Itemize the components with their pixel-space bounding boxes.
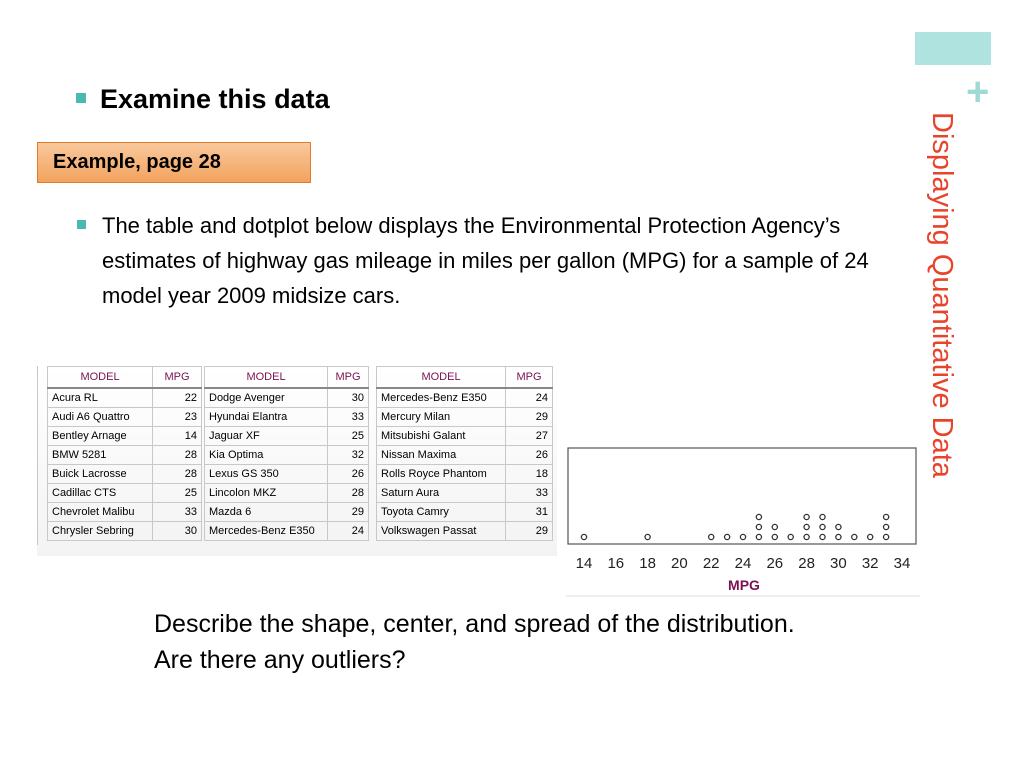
table-row — [205, 408, 369, 427]
x-tick-label: 18 — [639, 555, 656, 572]
mpg-cell: 28 — [328, 484, 369, 503]
model-cell: Dodge Avenger — [205, 388, 328, 408]
x-tick-label: 30 — [830, 555, 847, 572]
table-row — [377, 446, 553, 465]
table-row — [48, 388, 202, 408]
heading-text: Examine this data — [100, 84, 330, 114]
column-header-model: MODEL — [377, 367, 506, 389]
example-label-box — [37, 142, 311, 183]
mpg-cell: 26 — [328, 465, 369, 484]
column-header-model: MODEL — [48, 367, 153, 389]
model-cell: Mitsubishi Galant — [377, 427, 506, 446]
data-dot — [804, 524, 809, 529]
data-dot — [836, 534, 841, 539]
mpg-cell: 28 — [153, 465, 202, 484]
model-cell: Mercedes-Benz E350 — [377, 388, 506, 408]
model-cell: Lexus GS 350 — [205, 465, 328, 484]
mpg-cell: 25 — [328, 427, 369, 446]
column-header-mpg: MPG — [328, 367, 369, 389]
square-bullet-icon — [77, 220, 86, 229]
table-row — [205, 522, 369, 541]
mpg-cell: 29 — [506, 522, 553, 541]
mpg-cell: 22 — [153, 388, 202, 408]
table-row — [205, 484, 369, 503]
mpg-cell: 32 — [328, 446, 369, 465]
mpg-cell: 26 — [506, 446, 553, 465]
data-dot — [772, 524, 777, 529]
data-dot — [581, 534, 586, 539]
column-header-mpg: MPG — [153, 367, 202, 389]
data-dot — [709, 534, 714, 539]
data-dot — [820, 534, 825, 539]
table-row — [48, 408, 202, 427]
mpg-cell: 33 — [506, 484, 553, 503]
model-cell: Jaguar XF — [205, 427, 328, 446]
table-row — [48, 484, 202, 503]
table-row — [48, 465, 202, 484]
model-cell: Rolls Royce Phantom — [377, 465, 506, 484]
model-cell: Mazda 6 — [205, 503, 328, 522]
table-row — [48, 522, 202, 541]
mpg-cell: 14 — [153, 427, 202, 446]
tick-layer — [576, 555, 911, 572]
heading-bullet — [76, 84, 330, 115]
mpg-cell: 30 — [328, 388, 369, 408]
model-cell: Toyota Camry — [377, 503, 506, 522]
data-dot — [852, 534, 857, 539]
data-dot — [884, 514, 889, 519]
table-row — [377, 427, 553, 446]
model-cell: Cadillac CTS — [48, 484, 153, 503]
table-row — [377, 503, 553, 522]
data-dot — [820, 524, 825, 529]
paragraph-text: The table and dotplot below displays the Environmental Protection Agency’s estimates of highway gas mileage in miles per gallon (MPG) for a sample of 24 model year 2009 midsize cars. — [102, 213, 869, 308]
data-dot — [756, 514, 761, 519]
square-bullet-icon — [76, 93, 86, 103]
mpg-cell: 25 — [153, 484, 202, 503]
table-row — [48, 446, 202, 465]
x-tick-label: 14 — [575, 555, 593, 572]
mpg-cell: 29 — [506, 408, 553, 427]
data-dot — [788, 534, 793, 539]
data-dot — [645, 534, 650, 539]
mpg-cell: 24 — [506, 388, 553, 408]
model-cell: BMW 5281 — [48, 446, 153, 465]
model-cell: Nissan Maxima — [377, 446, 506, 465]
description-paragraph — [77, 208, 897, 313]
data-dot — [820, 514, 825, 519]
mpg-cell: 23 — [153, 408, 202, 427]
mpg-cell: 29 — [328, 503, 369, 522]
data-dot — [740, 534, 745, 539]
table-row — [205, 503, 369, 522]
data-dot — [725, 534, 730, 539]
mpg-cell: 27 — [506, 427, 553, 446]
data-dot — [772, 534, 777, 539]
accent-bar — [915, 32, 991, 65]
table-row — [205, 388, 369, 408]
x-tick-label: 32 — [861, 555, 879, 572]
model-cell: Chevrolet Malibu — [48, 503, 153, 522]
table-row — [377, 465, 553, 484]
model-cell: Bentley Arnage — [48, 427, 153, 446]
table-row — [377, 408, 553, 427]
mpg-cell: 28 — [153, 446, 202, 465]
table-left-edge — [37, 366, 47, 545]
mpg-cell: 31 — [506, 503, 553, 522]
model-cell: Volkswagen Passat — [377, 522, 506, 541]
column-header-mpg: MPG — [506, 367, 553, 389]
model-cell: Buick Lacrosse — [48, 465, 153, 484]
data-table-3 — [376, 366, 553, 541]
x-tick-label: 28 — [798, 555, 815, 572]
table-row — [205, 446, 369, 465]
x-tick-label: 16 — [607, 555, 625, 572]
model-cell: Acura RL — [48, 388, 153, 408]
data-dot — [804, 514, 809, 519]
x-axis-label: MPG — [728, 577, 760, 593]
example-label: Example, page 28 — [53, 151, 221, 173]
table-row — [205, 465, 369, 484]
model-cell: Chrysler Sebring — [48, 522, 153, 541]
model-cell: Audi A6 Quattro — [48, 408, 153, 427]
table-row — [377, 388, 553, 408]
mpg-cell: 30 — [153, 522, 202, 541]
x-tick-label: 24 — [734, 555, 752, 572]
plus-icon: + — [966, 70, 990, 114]
x-tick-label: 26 — [766, 555, 784, 572]
model-cell: Hyundai Elantra — [205, 408, 328, 427]
mpg-cell: 18 — [506, 465, 553, 484]
table-row — [48, 427, 202, 446]
data-dot — [884, 534, 889, 539]
model-cell: Mercedes-Benz E350 — [205, 522, 328, 541]
plot-frame — [568, 448, 916, 544]
mpg-dotplot — [566, 446, 920, 598]
data-dot — [836, 524, 841, 529]
data-table-2 — [204, 366, 369, 541]
model-cell: Kia Optima — [205, 446, 328, 465]
column-header-model: MODEL — [205, 367, 328, 389]
mpg-cell: 33 — [153, 503, 202, 522]
x-tick-label: 34 — [893, 555, 911, 572]
data-table-1 — [47, 366, 202, 541]
table-row — [205, 427, 369, 446]
data-dot — [804, 534, 809, 539]
mpg-cell: 24 — [328, 522, 369, 541]
table-row — [377, 522, 553, 541]
data-dot — [756, 534, 761, 539]
data-dot — [756, 524, 761, 529]
table-row — [48, 503, 202, 522]
data-dot — [884, 524, 889, 529]
model-cell: Saturn Aura — [377, 484, 506, 503]
model-cell: Mercury Milan — [377, 408, 506, 427]
question-text: Describe the shape, center, and spread of the distribution. Are there any outliers? — [154, 610, 795, 674]
mpg-cell: 33 — [328, 408, 369, 427]
side-title: Displaying Quantitative Data — [926, 112, 958, 478]
data-dot — [868, 534, 873, 539]
x-tick-label: 20 — [671, 555, 688, 572]
table-row — [377, 484, 553, 503]
model-cell: Lincolon MKZ — [205, 484, 328, 503]
x-tick-label: 22 — [702, 555, 720, 572]
